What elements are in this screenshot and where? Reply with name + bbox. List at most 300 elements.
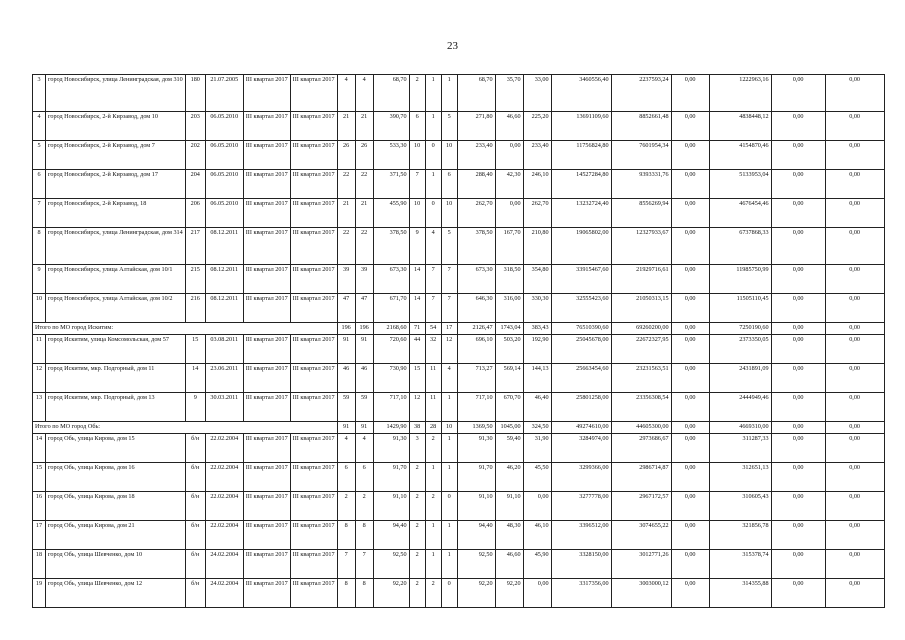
cell-c3: 10 bbox=[441, 199, 457, 228]
cell-area3: 92,20 bbox=[495, 579, 523, 608]
cell-area1: 390,70 bbox=[373, 112, 409, 141]
cell-date: 06.05.2010 bbox=[205, 170, 243, 199]
cell-s5: 0,00 bbox=[771, 550, 825, 579]
cell-area2: 91,30 bbox=[457, 434, 495, 463]
cell-c2: 28 bbox=[425, 422, 441, 434]
cell-addr: город Новосибирск, 2-й Кирзавод, дом 17 bbox=[46, 170, 186, 199]
cell-s6: 0,00 bbox=[825, 422, 884, 434]
table-row bbox=[33, 393, 885, 422]
cell-no: 3 bbox=[33, 75, 46, 112]
cell-s3: 0,00 bbox=[671, 265, 709, 294]
cell-date: 24.02.2004 bbox=[205, 579, 243, 608]
cell-s1: 3317356,00 bbox=[551, 579, 611, 608]
cell-s5: 0,00 bbox=[771, 463, 825, 492]
cell-p1: 4 bbox=[337, 75, 355, 112]
cell-area1: 68,70 bbox=[373, 75, 409, 112]
cell-s6: 0,00 bbox=[825, 265, 884, 294]
cell-s2: 2986714,87 bbox=[611, 463, 671, 492]
cell-c2: 7 bbox=[425, 294, 441, 323]
cell-p1: 47 bbox=[337, 294, 355, 323]
cell-date: 08.12.2011 bbox=[205, 294, 243, 323]
cell-area2: 233,40 bbox=[457, 141, 495, 170]
table-row bbox=[33, 199, 885, 228]
cell-s1: 3460556,40 bbox=[551, 75, 611, 112]
cell-s6: 0,00 bbox=[825, 75, 884, 112]
cell-s3: 0,00 bbox=[671, 141, 709, 170]
table-row bbox=[33, 335, 885, 364]
cell-q1: III квартал 2017 bbox=[243, 75, 290, 112]
cell-addr: город Новосибирск, улица Ленинградская, дом 314 bbox=[46, 228, 186, 265]
cell-docno: б/н bbox=[185, 434, 205, 463]
cell-s6: 0,00 bbox=[825, 170, 884, 199]
table-row bbox=[33, 364, 885, 393]
cell-area1: 371,50 bbox=[373, 170, 409, 199]
cell-area2: 68,70 bbox=[457, 75, 495, 112]
cell-s4: 312651,13 bbox=[709, 463, 771, 492]
cell-area4: 144,13 bbox=[523, 364, 551, 393]
cell-s6: 0,00 bbox=[825, 579, 884, 608]
cell-s5: 0,00 bbox=[771, 364, 825, 393]
cell-s5: 0,00 bbox=[771, 228, 825, 265]
cell-s6: 0,00 bbox=[825, 393, 884, 422]
cell-area2: 271,80 bbox=[457, 112, 495, 141]
cell-c2: 54 bbox=[425, 323, 441, 335]
cell-date: 24.02.2004 bbox=[205, 550, 243, 579]
cell-p2: 22 bbox=[355, 228, 373, 265]
cell-s4: 314355,88 bbox=[709, 579, 771, 608]
cell-s2: 44605300,00 bbox=[611, 422, 671, 434]
cell-s2: 7601954,34 bbox=[611, 141, 671, 170]
cell-s3: 0,00 bbox=[671, 492, 709, 521]
cell-q1: III квартал 2017 bbox=[243, 550, 290, 579]
cell-s3: 0,00 bbox=[671, 199, 709, 228]
cell-area1: 720,60 bbox=[373, 335, 409, 364]
cell-s2: 69260200,00 bbox=[611, 323, 671, 335]
cell-area4: 46,40 bbox=[523, 393, 551, 422]
cell-q2: III квартал 2017 bbox=[290, 463, 337, 492]
cell-area2: 378,50 bbox=[457, 228, 495, 265]
cell-no: 4 bbox=[33, 112, 46, 141]
cell-s3: 0,00 bbox=[671, 228, 709, 265]
cell-date: 08.12.2011 bbox=[205, 228, 243, 265]
cell-q2: III квартал 2017 bbox=[290, 141, 337, 170]
cell-s6: 0,00 bbox=[825, 364, 884, 393]
cell-area4: 45,50 bbox=[523, 463, 551, 492]
cell-q2: III квартал 2017 bbox=[290, 335, 337, 364]
cell-date: 22.02.2004 bbox=[205, 521, 243, 550]
cell-s5: 0,00 bbox=[771, 422, 825, 434]
cell-docno: 203 bbox=[185, 112, 205, 141]
table-row bbox=[33, 492, 885, 521]
cell-no: 15 bbox=[33, 463, 46, 492]
cell-c3: 1 bbox=[441, 75, 457, 112]
cell-addr: город Обь, улица Кирова, дом 16 bbox=[46, 463, 186, 492]
cell-c3: 5 bbox=[441, 112, 457, 141]
cell-c2: 1 bbox=[425, 170, 441, 199]
table-row bbox=[33, 550, 885, 579]
cell-s1: 25801258,00 bbox=[551, 393, 611, 422]
cell-p1: 21 bbox=[337, 199, 355, 228]
cell-area2: 2126,47 bbox=[457, 323, 495, 335]
cell-area1: 673,30 bbox=[373, 265, 409, 294]
cell-s4: 315378,74 bbox=[709, 550, 771, 579]
cell-c2: 4 bbox=[425, 228, 441, 265]
cell-q2: III квартал 2017 bbox=[290, 393, 337, 422]
cell-p1: 8 bbox=[337, 521, 355, 550]
cell-date: 22.02.2004 bbox=[205, 492, 243, 521]
cell-area4: 354,80 bbox=[523, 265, 551, 294]
cell-s3: 0,00 bbox=[671, 579, 709, 608]
cell-s1: 11756824,80 bbox=[551, 141, 611, 170]
cell-p2: 8 bbox=[355, 579, 373, 608]
cell-s3: 0,00 bbox=[671, 463, 709, 492]
cell-s2: 2973686,67 bbox=[611, 434, 671, 463]
cell-s6: 0,00 bbox=[825, 228, 884, 265]
cell-p2: 21 bbox=[355, 112, 373, 141]
cell-s5: 0,00 bbox=[771, 579, 825, 608]
total-label: Итого по МО город Обь: bbox=[33, 422, 338, 434]
cell-q1: III квартал 2017 bbox=[243, 521, 290, 550]
cell-p2: 2 bbox=[355, 492, 373, 521]
cell-c3: 0 bbox=[441, 579, 457, 608]
table-row bbox=[33, 112, 885, 141]
cell-area1: 92,20 bbox=[373, 579, 409, 608]
cell-c3: 12 bbox=[441, 335, 457, 364]
cell-area1: 94,40 bbox=[373, 521, 409, 550]
cell-area3: 316,00 bbox=[495, 294, 523, 323]
cell-p1: 22 bbox=[337, 228, 355, 265]
cell-s4: 4838448,12 bbox=[709, 112, 771, 141]
cell-s2: 9393331,76 bbox=[611, 170, 671, 199]
cell-area2: 92,50 bbox=[457, 550, 495, 579]
cell-s2: 2237593,24 bbox=[611, 75, 671, 112]
cell-c1: 2 bbox=[409, 550, 425, 579]
cell-c1: 9 bbox=[409, 228, 425, 265]
cell-p2: 46 bbox=[355, 364, 373, 393]
cell-q2: III квартал 2017 bbox=[290, 170, 337, 199]
cell-c3: 10 bbox=[441, 422, 457, 434]
cell-c2: 2 bbox=[425, 434, 441, 463]
cell-s4: 321856,78 bbox=[709, 521, 771, 550]
cell-s5: 0,00 bbox=[771, 199, 825, 228]
cell-c2: 11 bbox=[425, 364, 441, 393]
table-total-row bbox=[33, 323, 885, 335]
cell-area4: 45,90 bbox=[523, 550, 551, 579]
cell-p1: 46 bbox=[337, 364, 355, 393]
cell-c1: 2 bbox=[409, 521, 425, 550]
cell-q1: III квартал 2017 bbox=[243, 393, 290, 422]
cell-c1: 10 bbox=[409, 141, 425, 170]
cell-area4: 262,70 bbox=[523, 199, 551, 228]
cell-s2: 2967172,57 bbox=[611, 492, 671, 521]
cell-date: 08.12.2011 bbox=[205, 265, 243, 294]
cell-no: 7 bbox=[33, 199, 46, 228]
cell-area3: 46,20 bbox=[495, 463, 523, 492]
cell-s1: 3328150,00 bbox=[551, 550, 611, 579]
cell-date: 30.03.2011 bbox=[205, 393, 243, 422]
cell-area2: 713,27 bbox=[457, 364, 495, 393]
cell-docno: 180 bbox=[185, 75, 205, 112]
cell-no: 17 bbox=[33, 521, 46, 550]
cell-area1: 730,90 bbox=[373, 364, 409, 393]
cell-addr: город Новосибирск, улица Алтайская, дом 10/1 bbox=[46, 265, 186, 294]
cell-docno: 202 bbox=[185, 141, 205, 170]
cell-addr: город Обь, улица Кирова, дом 21 bbox=[46, 521, 186, 550]
cell-addr: город Обь, улица Шевченко, дом 10 bbox=[46, 550, 186, 579]
cell-c1: 14 bbox=[409, 294, 425, 323]
cell-area2: 1369,50 bbox=[457, 422, 495, 434]
cell-s2: 3074655,22 bbox=[611, 521, 671, 550]
cell-c1: 2 bbox=[409, 579, 425, 608]
cell-docno: 9 bbox=[185, 393, 205, 422]
cell-s3: 0,00 bbox=[671, 294, 709, 323]
cell-area2: 646,30 bbox=[457, 294, 495, 323]
cell-s2: 3012771,26 bbox=[611, 550, 671, 579]
cell-p1: 59 bbox=[337, 393, 355, 422]
cell-area4: 210,80 bbox=[523, 228, 551, 265]
cell-q2: III квартал 2017 bbox=[290, 294, 337, 323]
cell-q2: III квартал 2017 bbox=[290, 228, 337, 265]
cell-s1: 3284974,00 bbox=[551, 434, 611, 463]
cell-area4: 225,20 bbox=[523, 112, 551, 141]
cell-c2: 32 bbox=[425, 335, 441, 364]
cell-s2: 8556269,94 bbox=[611, 199, 671, 228]
cell-no: 10 bbox=[33, 294, 46, 323]
cell-area4: 383,43 bbox=[523, 323, 551, 335]
cell-s4: 5133953,04 bbox=[709, 170, 771, 199]
cell-s4: 6737868,33 bbox=[709, 228, 771, 265]
cell-c3: 6 bbox=[441, 170, 457, 199]
cell-s1: 76510390,60 bbox=[551, 323, 611, 335]
cell-c3: 0 bbox=[441, 492, 457, 521]
cell-docno: б/н bbox=[185, 579, 205, 608]
cell-area3: 46,60 bbox=[495, 550, 523, 579]
cell-area3: 503,20 bbox=[495, 335, 523, 364]
cell-c3: 1 bbox=[441, 434, 457, 463]
cell-area3: 0,00 bbox=[495, 141, 523, 170]
cell-p1: 91 bbox=[337, 422, 355, 434]
table-row bbox=[33, 463, 885, 492]
cell-no: 19 bbox=[33, 579, 46, 608]
table-row bbox=[33, 434, 885, 463]
cell-c2: 1 bbox=[425, 112, 441, 141]
cell-date: 21.07.2005 bbox=[205, 75, 243, 112]
cell-s2: 8852661,48 bbox=[611, 112, 671, 141]
cell-addr: город Обь, улица Шевченко, дом 12 bbox=[46, 579, 186, 608]
cell-s3: 0,00 bbox=[671, 323, 709, 335]
cell-q2: III квартал 2017 bbox=[290, 492, 337, 521]
cell-q1: III квартал 2017 bbox=[243, 434, 290, 463]
cell-area1: 455,90 bbox=[373, 199, 409, 228]
cell-c1: 44 bbox=[409, 335, 425, 364]
table-row bbox=[33, 294, 885, 323]
cell-c1: 2 bbox=[409, 492, 425, 521]
cell-c3: 5 bbox=[441, 228, 457, 265]
cell-q1: III квартал 2017 bbox=[243, 228, 290, 265]
cell-s4: 310605,43 bbox=[709, 492, 771, 521]
cell-docno: б/н bbox=[185, 521, 205, 550]
cell-p2: 22 bbox=[355, 170, 373, 199]
cell-c3: 7 bbox=[441, 294, 457, 323]
cell-area3: 59,40 bbox=[495, 434, 523, 463]
cell-area1: 671,70 bbox=[373, 294, 409, 323]
cell-no: 9 bbox=[33, 265, 46, 294]
cell-area3: 91,10 bbox=[495, 492, 523, 521]
cell-q1: III квартал 2017 bbox=[243, 364, 290, 393]
cell-area2: 94,40 bbox=[457, 521, 495, 550]
table-row bbox=[33, 170, 885, 199]
cell-s6: 0,00 bbox=[825, 323, 884, 335]
cell-s6: 0,00 bbox=[825, 112, 884, 141]
cell-area3: 0,00 bbox=[495, 199, 523, 228]
cell-c2: 2 bbox=[425, 492, 441, 521]
cell-c1: 7 bbox=[409, 170, 425, 199]
cell-s2: 23356308,54 bbox=[611, 393, 671, 422]
table-row bbox=[33, 75, 885, 112]
cell-s3: 0,00 bbox=[671, 434, 709, 463]
cell-q1: III квартал 2017 bbox=[243, 199, 290, 228]
cell-s4: 2444949,46 bbox=[709, 393, 771, 422]
cell-addr: город Искитим, мкр. Подгорный, дом 11 bbox=[46, 364, 186, 393]
cell-s6: 0,00 bbox=[825, 199, 884, 228]
cell-s6: 0,00 bbox=[825, 141, 884, 170]
table-row bbox=[33, 521, 885, 550]
cell-s1: 32555423,60 bbox=[551, 294, 611, 323]
cell-p2: 7 bbox=[355, 550, 373, 579]
cell-q1: III квартал 2017 bbox=[243, 112, 290, 141]
cell-q2: III квартал 2017 bbox=[290, 550, 337, 579]
cell-area4: 33,00 bbox=[523, 75, 551, 112]
cell-c1: 10 bbox=[409, 199, 425, 228]
cell-p2: 4 bbox=[355, 434, 373, 463]
cell-p1: 7 bbox=[337, 550, 355, 579]
cell-s1: 3277778,00 bbox=[551, 492, 611, 521]
cell-p2: 8 bbox=[355, 521, 373, 550]
cell-area3: 569,14 bbox=[495, 364, 523, 393]
cell-addr: город Обь, улица Кирова, дом 18 bbox=[46, 492, 186, 521]
cell-s4: 4669310,00 bbox=[709, 422, 771, 434]
cell-p2: 21 bbox=[355, 199, 373, 228]
cell-s1: 33915467,60 bbox=[551, 265, 611, 294]
cell-area4: 233,40 bbox=[523, 141, 551, 170]
cell-area1: 717,10 bbox=[373, 393, 409, 422]
cell-date: 06.05.2010 bbox=[205, 199, 243, 228]
cell-s3: 0,00 bbox=[671, 335, 709, 364]
cell-s4: 1222963,16 bbox=[709, 75, 771, 112]
cell-area4: 0,00 bbox=[523, 492, 551, 521]
cell-area4: 246,10 bbox=[523, 170, 551, 199]
cell-s3: 0,00 bbox=[671, 393, 709, 422]
cell-c3: 1 bbox=[441, 463, 457, 492]
cell-addr: город Новосибирск, 2-й Кирзавод, 18 bbox=[46, 199, 186, 228]
cell-c3: 1 bbox=[441, 393, 457, 422]
cell-c2: 1 bbox=[425, 550, 441, 579]
cell-date: 06.05.2010 bbox=[205, 112, 243, 141]
cell-c2: 7 bbox=[425, 265, 441, 294]
cell-docno: 206 bbox=[185, 199, 205, 228]
cell-addr: город Новосибирск, 2-й Кирзавод, дом 7 bbox=[46, 141, 186, 170]
cell-c3: 17 bbox=[441, 323, 457, 335]
cell-c1: 12 bbox=[409, 393, 425, 422]
cell-s5: 0,00 bbox=[771, 75, 825, 112]
cell-s1: 3396512,00 bbox=[551, 521, 611, 550]
cell-s1: 3299366,00 bbox=[551, 463, 611, 492]
cell-s3: 0,00 bbox=[671, 364, 709, 393]
cell-date: 03.08.2011 bbox=[205, 335, 243, 364]
cell-q2: III квартал 2017 bbox=[290, 199, 337, 228]
cell-no: 12 bbox=[33, 364, 46, 393]
cell-no: 13 bbox=[33, 393, 46, 422]
cell-c3: 1 bbox=[441, 550, 457, 579]
cell-area1: 1429,90 bbox=[373, 422, 409, 434]
cell-q2: III квартал 2017 bbox=[290, 364, 337, 393]
cell-q2: III квартал 2017 bbox=[290, 265, 337, 294]
cell-no: 14 bbox=[33, 434, 46, 463]
cell-docno: 14 bbox=[185, 364, 205, 393]
cell-s2: 12327933,67 bbox=[611, 228, 671, 265]
cell-s2: 3003000,12 bbox=[611, 579, 671, 608]
cell-s5: 0,00 bbox=[771, 265, 825, 294]
cell-p1: 6 bbox=[337, 463, 355, 492]
cell-addr: город Новосибирск, 2-й Кирзавод, дом 10 bbox=[46, 112, 186, 141]
cell-s5: 0,00 bbox=[771, 434, 825, 463]
cell-c3: 7 bbox=[441, 265, 457, 294]
cell-no: 8 bbox=[33, 228, 46, 265]
cell-q1: III квартал 2017 bbox=[243, 579, 290, 608]
cell-c1: 2 bbox=[409, 75, 425, 112]
table-row bbox=[33, 265, 885, 294]
cell-c2: 0 bbox=[425, 199, 441, 228]
cell-q1: III квартал 2017 bbox=[243, 463, 290, 492]
cell-no: 18 bbox=[33, 550, 46, 579]
cell-c1: 2 bbox=[409, 463, 425, 492]
cell-docno: б/н bbox=[185, 492, 205, 521]
table-row bbox=[33, 579, 885, 608]
cell-p2: 47 bbox=[355, 294, 373, 323]
cell-s4: 7250190,60 bbox=[709, 323, 771, 335]
cell-docno: б/н bbox=[185, 463, 205, 492]
cell-date: 06.05.2010 bbox=[205, 141, 243, 170]
cell-p2: 196 bbox=[355, 323, 373, 335]
cell-s6: 0,00 bbox=[825, 335, 884, 364]
cell-s1: 13691109,60 bbox=[551, 112, 611, 141]
cell-docno: 215 bbox=[185, 265, 205, 294]
cell-q2: III квартал 2017 bbox=[290, 75, 337, 112]
cell-q1: III квартал 2017 bbox=[243, 294, 290, 323]
cell-area2: 696,10 bbox=[457, 335, 495, 364]
cell-area3: 670,70 bbox=[495, 393, 523, 422]
cell-no: 6 bbox=[33, 170, 46, 199]
cell-p1: 39 bbox=[337, 265, 355, 294]
cell-area2: 673,30 bbox=[457, 265, 495, 294]
cell-area1: 91,10 bbox=[373, 492, 409, 521]
cell-s5: 0,00 bbox=[771, 294, 825, 323]
cell-q1: III квартал 2017 bbox=[243, 265, 290, 294]
cell-s3: 0,00 bbox=[671, 112, 709, 141]
cell-s4: 2431891,09 bbox=[709, 364, 771, 393]
cell-s2: 21050313,15 bbox=[611, 294, 671, 323]
cell-addr: город Новосибирск, улица Алтайская, дом 10/2 bbox=[46, 294, 186, 323]
cell-c2: 1 bbox=[425, 75, 441, 112]
cell-s3: 0,00 bbox=[671, 422, 709, 434]
cell-s1: 25663454,60 bbox=[551, 364, 611, 393]
cell-addr: город Искитим, улица Комсомольская, дом 57 bbox=[46, 335, 186, 364]
total-label: Итого по МО город Искитим: bbox=[33, 323, 338, 335]
cell-s3: 0,00 bbox=[671, 521, 709, 550]
cell-area3: 167,70 bbox=[495, 228, 523, 265]
cell-s1: 14527284,80 bbox=[551, 170, 611, 199]
cell-area2: 91,70 bbox=[457, 463, 495, 492]
